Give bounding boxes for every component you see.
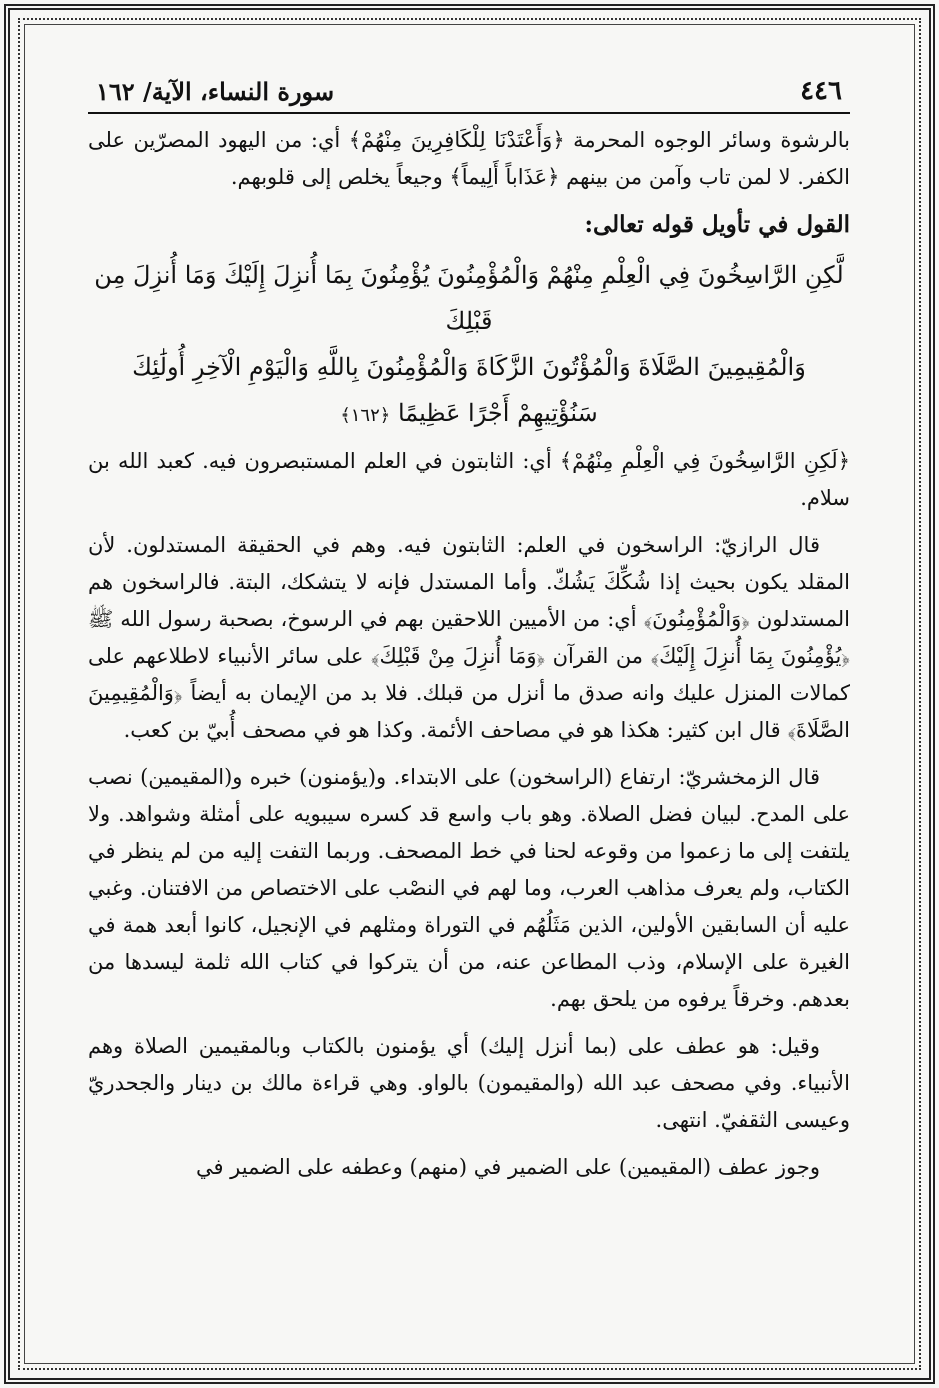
- running-title: سورة النساء، الآية/ ١٦٢: [96, 77, 335, 106]
- verse-line-2: وَالْمُقِيمِينَ الصَّلَاةَ وَالْمُؤْتُونَ الزَّكَاةَ وَالْمُؤْمِنُونَ بِاللَّهِ وَالْيَوْمِ الْآخِرِ أُولَٰئِكَ: [132, 353, 806, 381]
- paragraph-1: بالرشوة وسائر الوجوه المحرمة ﴿وَأَعْتَدْنَا لِلْكَافِرِينَ مِنْهُمْ﴾ أي: من اليهود المصرّين على الكفر. لا لمن تاب وآمن من بينهم ﴿عَذَاباً أَلِيماً﴾ وجيعاً يخلص إلى قلوبهم.: [88, 128, 850, 189]
- paragraph-3: قال الرازيّ: الراسخون في العلم: الثابتون فيه. وهم في الحقيقة المستدلون. لأن المقلد يكون بحيث إذا شُكِّكَ يَشُكّ. وأما المستدل فإنه لا يتشكك، البتة. فالراسخون هم المستدلون ﴿وَالْمُؤْمِنُونَ﴾ أي: من الأميين اللاحقين بهم في الرسوخ، بصحبة رسول الله ﷺ ﴿يُؤْمِنُونَ بِمَا أُنزِلَ إِلَيْكَ﴾ من القرآن ﴿وَمَا أُنزِلَ مِنْ قَبْلِكَ﴾ على سائر الأنبياء لاطلاعهم على كمالات المنزل عليك وانه صدق ما أنزل من قبلك. فلا بد من الإيمان به أيضاً ﴿وَالْمُقِيمِينَ الصَّلَاةَ﴾ قال ابن كثير: هكذا هو في مصاحف الأئمة. وكذا هو في مصحف أُبيّ بن كعب.: [88, 533, 850, 742]
- verse-line-3: [94, 390, 844, 439]
- page-header: [88, 62, 850, 114]
- page-body: [88, 114, 850, 1186]
- section-heading: القول في تأويل قوله تعالى:: [584, 211, 850, 238]
- book-page: [88, 62, 850, 1334]
- paragraph-5: وقيل: هو عطف على (بما أنزل إليك) أي يؤمنون بالكتاب وبالمقيمين الصلاة وهم الأنبياء. وفي مصحف عبد الله (والمقيمون) بالواو. وهي قراءة مالك بن دينار والجحدريّ وعيسى الثقفيّ. انتهى.: [88, 1034, 850, 1132]
- verse-line-1: لَّكِنِ الرَّاسِخُونَ فِي الْعِلْمِ مِنْهُمْ وَالْمُؤْمِنُونَ يُؤْمِنُونَ بِمَا أُنزِلَ إِلَيْكَ وَمَا أُنزِلَ مِن قَبْلِكَ: [94, 261, 844, 335]
- paragraph-4: قال الزمخشريّ: ارتفاع (الراسخون) على الابتداء. و(يؤمنون) خبره و(المقيمين) نصب على المدح. لبيان فضل الصلاة. وهو باب واسع قد كسره سيبويه على أمثلة وشواهد. ولا يلتفت إلى ما زعموا من وقوعه لحنا في خط المصحف. وربما التفت إليه من لم ينظر في الكتاب، ولم يعرف مذاهب العرب، وما لهم في النصْب على الاختصاص من الافتنان. وغبي عليه أن السابقين الأولين، الذين مَثَلُهُم في التوراة ومثلهم في الإنجيل، كانوا أبعد همة في الغيرة على الإسلام، وذب المطاعن عنه، من أن يتركوا في كتاب الله ثلمة ليسدها من بعدهم. وخرقاً يرفوه من يلحق بهم.: [88, 765, 850, 1011]
- verse-line-3-text: سَنُؤْتِيهِمْ أَجْرًا عَظِيمًا: [397, 399, 598, 427]
- paragraph-6: وجوز عطف (المقيمين) على الضمير في (منهم) وعطفه على الضمير في: [195, 1155, 820, 1179]
- page-number: ٤٤٦: [800, 76, 842, 106]
- ayah-number-marker: ﴿١٦٢﴾: [340, 405, 391, 426]
- quran-verse-block: [88, 252, 850, 439]
- paragraph-2: ﴿لَكِنِ الرَّاسِخُونَ فِي الْعِلْمِ مِنْهُمْ﴾ أي: الثابتون في العلم المستبصرون فيه. كعبد الله بن سلام.: [88, 449, 850, 510]
